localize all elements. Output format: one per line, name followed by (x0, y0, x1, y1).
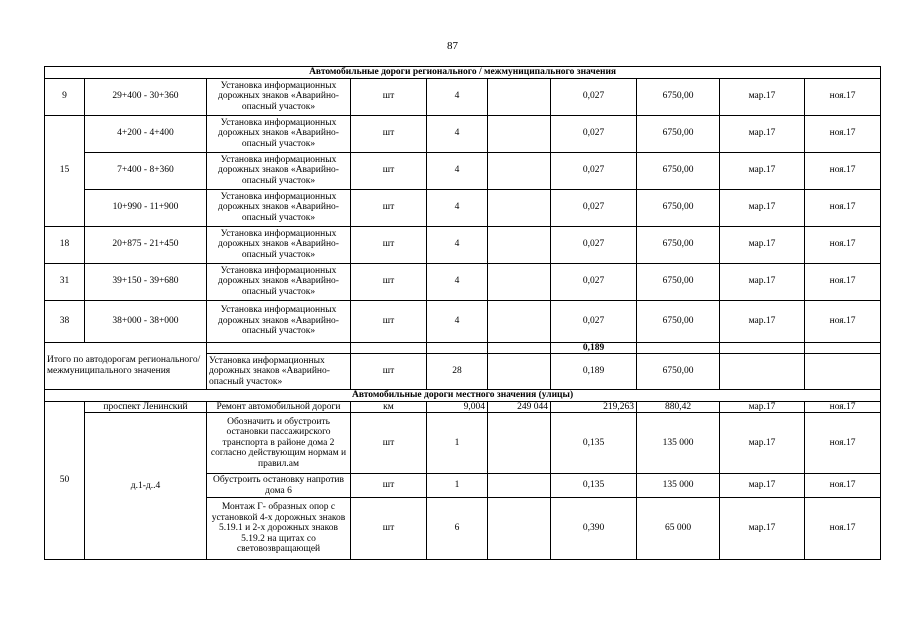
unit: шт (351, 152, 427, 189)
km-range: 29+400 - 30+360 (85, 78, 207, 115)
start-date: мар.17 (720, 474, 805, 498)
works-table (44, 66, 881, 560)
table-row (45, 115, 881, 152)
quantity: 1 (427, 474, 488, 498)
extra-value (488, 226, 551, 263)
start-date: мар.17 (720, 498, 805, 560)
cost: 0,189 (551, 354, 637, 390)
quantity: 4 (427, 300, 488, 342)
unit: шт (351, 300, 427, 342)
unit-price: 135 000 (637, 474, 720, 498)
unit-price: 880,42 (637, 401, 720, 413)
cost: 0,027 (551, 226, 637, 263)
start-date: мар.17 (720, 401, 805, 413)
unit: шт (351, 474, 427, 498)
cost: 219,263 (551, 401, 637, 413)
km-range: 20+875 - 21+450 (85, 226, 207, 263)
quantity: 4 (427, 189, 488, 226)
quantity: 4 (427, 78, 488, 115)
quantity: 6 (427, 498, 488, 560)
work-description: Установка информационных дорожных знаков «Аварийно-опасный участок» (207, 226, 351, 263)
work-description: Установка информационных дорожных знаков «Аварийно-опасный участок» (207, 354, 351, 390)
work-description: Установка информационных дорожных знаков «Аварийно-опасный участок» (207, 300, 351, 342)
quantity: 4 (427, 152, 488, 189)
end-date: ноя.17 (805, 401, 881, 413)
end-date: ноя.17 (805, 498, 881, 560)
table-row (45, 189, 881, 226)
end-date: ноя.17 (805, 78, 881, 115)
end-date: ноя.17 (805, 474, 881, 498)
unit-price: 6750,00 (637, 115, 720, 152)
row-number: 15 (45, 115, 85, 226)
unit-price: 6750,00 (637, 300, 720, 342)
start-date: мар.17 (720, 78, 805, 115)
extra-value: 249 044 (488, 401, 551, 413)
section-header-local (45, 390, 881, 402)
work-description: Монтаж Г- образных опор с установкой 4-х дорожных знаков 5.19.1 и 2-х дорожных знаков 5.19.2 на щитах со световозвращающей (207, 498, 351, 560)
quantity: 9,004 (427, 401, 488, 413)
unit: шт (351, 78, 427, 115)
work-description: Установка информационных дорожных знаков «Аварийно-опасный участок» (207, 115, 351, 152)
start-date: мар.17 (720, 263, 805, 300)
unit-price: 6750,00 (637, 152, 720, 189)
quantity: 1 (427, 413, 488, 474)
table-row (45, 226, 881, 263)
unit: км (351, 401, 427, 413)
km-range: 10+990 - 11+900 (85, 189, 207, 226)
extra-value (488, 152, 551, 189)
table-row (45, 152, 881, 189)
quantity: 4 (427, 263, 488, 300)
end-date: ноя.17 (805, 226, 881, 263)
unit: шт (351, 498, 427, 560)
start-date: мар.17 (720, 300, 805, 342)
row-number: 38 (45, 300, 85, 342)
cost: 0,135 (551, 474, 637, 498)
work-description: Установка информационных дорожных знаков «Аварийно-опасный участок» (207, 152, 351, 189)
section-header-regional (45, 67, 881, 79)
cost: 0,027 (551, 189, 637, 226)
unit: шт (351, 263, 427, 300)
cost: 0,027 (551, 300, 637, 342)
end-date: ноя.17 (805, 263, 881, 300)
start-date: мар.17 (720, 152, 805, 189)
work-description: Установка информационных дорожных знаков «Аварийно-опасный участок» (207, 263, 351, 300)
end-date: ноя.17 (805, 300, 881, 342)
unit: шт (351, 226, 427, 263)
unit-price: 6750,00 (637, 226, 720, 263)
table-row (45, 263, 881, 300)
extra-value (488, 300, 551, 342)
unit-price: 135 000 (637, 413, 720, 474)
quantity: 4 (427, 115, 488, 152)
unit-price: 65 000 (637, 498, 720, 560)
start-date: мар.17 (720, 115, 805, 152)
km-range: д.1-д..4 (85, 413, 207, 560)
unit-price: 6750,00 (637, 189, 720, 226)
unit: шт (351, 189, 427, 226)
work-description: Установка информационных дорожных знаков «Аварийно-опасный участок» (207, 189, 351, 226)
cost: 0,027 (551, 152, 637, 189)
table-row (45, 300, 881, 342)
row-number: 18 (45, 226, 85, 263)
work-description: Обустроить остановку напротив дома 6 (207, 474, 351, 498)
section-title: Автомобильные дороги местного значения (улицы) (45, 390, 881, 402)
total-row (45, 342, 881, 354)
total-sum: 0,189 (551, 342, 637, 354)
page-number: 87 (447, 40, 458, 52)
unit: шт (351, 354, 427, 390)
unit: шт (351, 115, 427, 152)
start-date: мар.17 (720, 189, 805, 226)
quantity: 28 (427, 354, 488, 390)
table-row (45, 413, 881, 474)
unit-price: 6750,00 (637, 354, 720, 390)
unit-price: 6750,00 (637, 263, 720, 300)
km-range: 4+200 - 4+400 (85, 115, 207, 152)
end-date: ноя.17 (805, 152, 881, 189)
section-title: Автомобильные дороги регионального / межмуниципального значения (45, 67, 881, 79)
total-label: Итого по автодорогам регионального/ межмуниципального значения (45, 342, 207, 390)
end-date: ноя.17 (805, 413, 881, 474)
end-date: ноя.17 (805, 115, 881, 152)
km-range: 39+150 - 39+680 (85, 263, 207, 300)
start-date: мар.17 (720, 226, 805, 263)
start-date: мар.17 (720, 413, 805, 474)
end-date: ноя.17 (805, 189, 881, 226)
row-number: 31 (45, 263, 85, 300)
extra-value (488, 78, 551, 115)
cost: 0,027 (551, 115, 637, 152)
km-range: 38+000 - 38+000 (85, 300, 207, 342)
cost: 0,027 (551, 78, 637, 115)
work-description: Ремонт автомобильной дороги (207, 401, 351, 413)
table-row (45, 401, 881, 413)
row-number: 50 (45, 401, 85, 560)
extra-value (488, 115, 551, 152)
unit: шт (351, 413, 427, 474)
cost: 0,390 (551, 498, 637, 560)
km-range: 7+400 - 8+360 (85, 152, 207, 189)
work-description: Установка информационных дорожных знаков «Аварийно-опасный участок» (207, 78, 351, 115)
road-name: проспект Ленинский (85, 401, 207, 413)
row-number: 9 (45, 78, 85, 115)
cost: 0,135 (551, 413, 637, 474)
extra-value (488, 263, 551, 300)
quantity: 4 (427, 226, 488, 263)
cost: 0,027 (551, 263, 637, 300)
work-description: Обозначить и обустроить остановки пассажирского транспорта в районе дома 2 согласно действующим нормам и правил.ам (207, 413, 351, 474)
extra-value (488, 189, 551, 226)
table-row (45, 78, 881, 115)
unit-price: 6750,00 (637, 78, 720, 115)
